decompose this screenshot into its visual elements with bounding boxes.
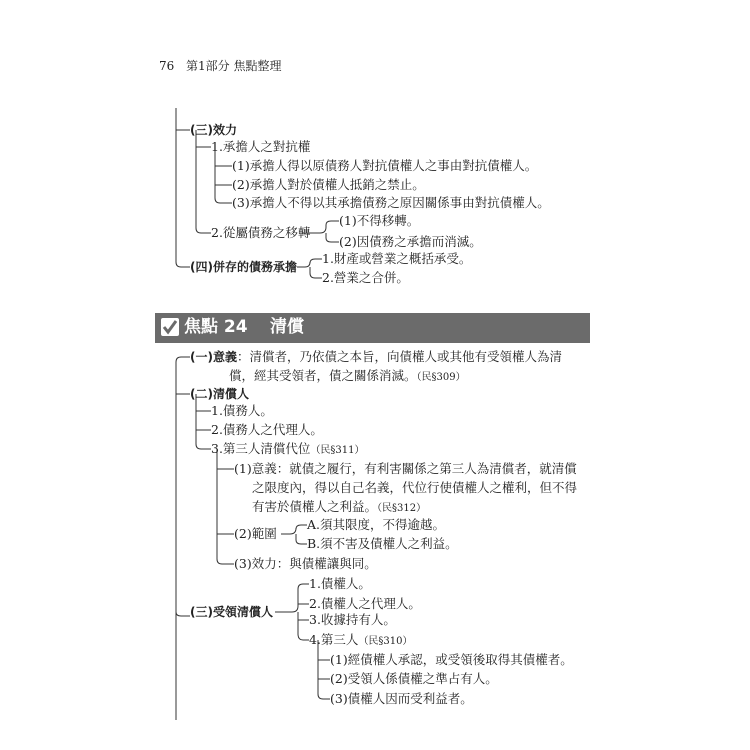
- third-party-item: (3)債權人因而受利益者。: [330, 691, 473, 706]
- third-meaning-row3: [252, 499, 426, 517]
- focus-label: 焦點 24: [184, 317, 248, 337]
- third-ref: （民§311）: [310, 445, 365, 456]
- meaning-row-2: [229, 368, 466, 386]
- coexist-item: 2.營業之合併。: [322, 270, 409, 285]
- meaning-row: [190, 349, 562, 365]
- third-party-item: (2)受領人係債權之準占有人。: [330, 671, 498, 686]
- focus-topic: 清償: [270, 317, 304, 337]
- defense-item: (2)承擔人對於債權人抵銷之禁止。: [232, 177, 425, 192]
- third-meaning-line2: 之限度內，得以自己名義，代位行使債權人之權利，但不得: [252, 480, 578, 495]
- scope-heading: (2)範圍: [234, 526, 277, 541]
- defense-item: (3)承擔人不得以其承擔債務之原因關係事由對抗債權人。: [232, 195, 550, 210]
- third-row: [211, 441, 365, 459]
- receiver-item: 1.債權人。: [309, 576, 371, 591]
- payer-item: 2.債務人之代理人。: [211, 422, 323, 437]
- effect2-text: (3)效力：與債權讓與同。: [234, 556, 377, 571]
- third-party-ref: （民§310）: [358, 636, 413, 647]
- receiver-item: 3.收據持有人。: [309, 612, 396, 627]
- defense-item: (1)承擔人得以原債務人對抗債權人之事由對抗債權人。: [232, 158, 538, 173]
- third-meaning-line1: (1)意義：就債之履行，有利害關係之第三人為清償者，就清償: [234, 461, 577, 476]
- meaning-heading: (一)意義: [190, 350, 237, 364]
- coexist-heading: (四)併存的債務承擔: [190, 260, 297, 274]
- coexist-item: 1.財產或營業之概括承受。: [322, 251, 472, 266]
- meaning-text-line2: 償，經其受領者，債之關係消滅。: [229, 368, 417, 383]
- defense-heading: 1.承擔人之對抗權: [211, 139, 311, 154]
- scope-item: B.須不害及債權人之利益。: [307, 536, 458, 551]
- effect-heading: (三)效力: [190, 123, 237, 137]
- third-party-row: [309, 632, 413, 650]
- third-meaning-ref: （民§312）: [377, 503, 427, 514]
- page-number: 76: [159, 59, 175, 73]
- scope-item: A.須其限度，不得逾越。: [307, 517, 446, 532]
- third-heading: 3.第三人清償代位: [211, 441, 311, 456]
- transfer-heading: 2.從屬債務之移轉: [211, 225, 311, 240]
- transfer-item: (2)因債務之承擔而消滅。: [339, 234, 482, 249]
- payer-heading: (二)清償人: [190, 387, 249, 401]
- meaning-text-line1: ：清償者，乃依債之本旨，向債權人或其他有受領權人為清: [236, 349, 562, 364]
- meaning-ref: （民§309）: [416, 372, 466, 383]
- third-party-item: (1)經債權人承認，或受領後取得其債權者。: [330, 652, 573, 667]
- third-party-heading: 4.第三人: [309, 632, 359, 647]
- section-header: 第1部分 焦點整理: [186, 59, 282, 73]
- third-meaning-line3: 有害於債權人之利益。: [252, 499, 378, 514]
- payer-item: 1.債務人。: [211, 403, 273, 418]
- transfer-item: (1)不得移轉。: [339, 213, 420, 228]
- receiver-heading: (三)受領清償人: [190, 605, 273, 619]
- receiver-item: 2.債權人之代理人。: [309, 596, 421, 611]
- checkmark-icon: [161, 318, 179, 336]
